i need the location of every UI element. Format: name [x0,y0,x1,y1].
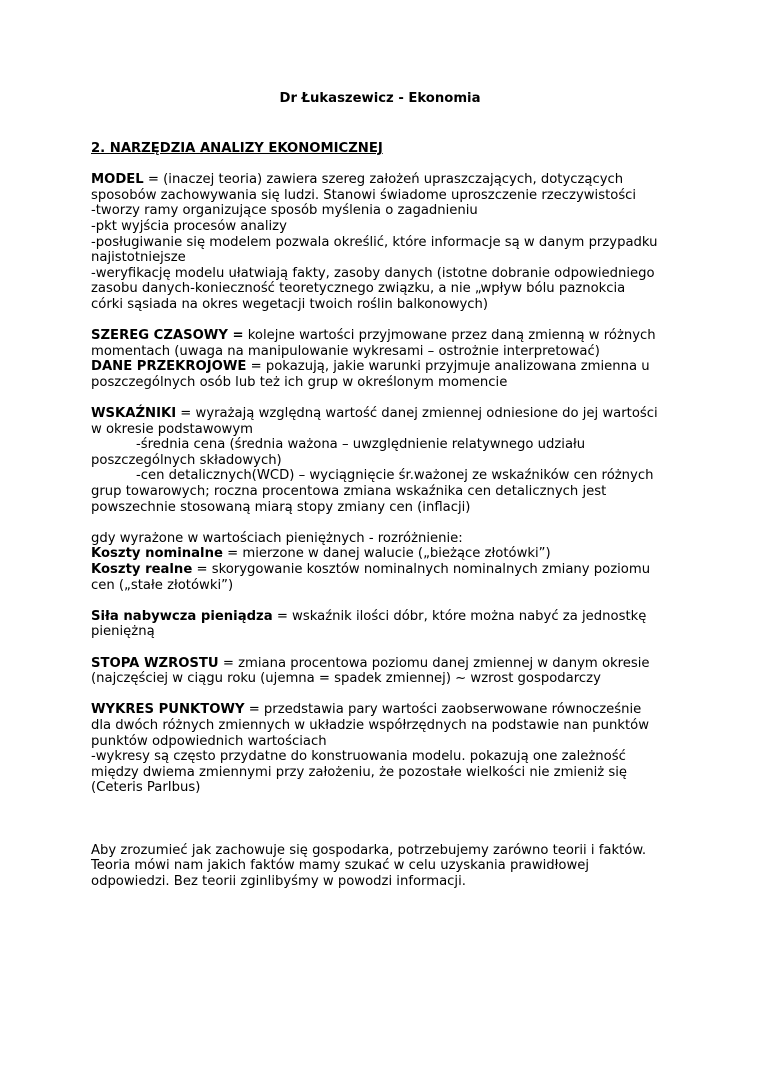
model-text: córki sąsiada na okres wegetacji twoich roślin balkonowych) [91,296,489,312]
koszty-paragraph [91,531,681,593]
szereg-text: kolejne wartości przyjmowane przez daną zmienną w różnych [243,328,656,344]
closing-paragraph [91,843,681,890]
sila-term: Siła nabywcza pieniądza [91,608,273,624]
dane-term: DANE PRZEKROJOWE [91,359,247,375]
dane-text: = pokazują, jakie warunki przyjmuje analizowana zmienna u [246,359,650,375]
wskazniki-text: grup towarowych; roczna procentowa zmiana wskaźnika cen detalicznych jest [91,484,607,500]
koszty-realne-term: Koszty realne [91,562,193,578]
wykres-text: = przedstawia pary wartości zaobserwowane równocześnie [244,702,642,718]
closing-text: Aby zrozumieć jak zachowuje się gospodarka, potrzebujemy zarówno teorii i faktów. [91,842,647,858]
model-text: zasobu danych-konieczność teoretycznego związku, a nie „wpływ bólu paznokcia [91,281,626,297]
wskazniki-text: w okresie podstawowym [91,421,253,437]
wykres-text: punktów odpowiednich wartościach [91,733,327,749]
dane-text: poszczególnych osób lub też ich grup w określonym momencie [91,374,508,390]
model-text: sposobów zachowywania się ludzi. Stanowi świadome uproszczenie rzeczywistości [91,187,637,203]
wskazniki-text: powszechnie stosowaną miarą stopy zmiany cen (inflacji) [91,499,471,515]
sila-paragraph [91,609,681,640]
wskazniki-text: = wyrażają względną wartość danej zmiennej odniesione do jej wartości [176,406,658,422]
wykres-text: dla dwóch różnych zmiennych w układzie współrzędnych na podstawie nan punktów [91,717,650,733]
wykres-term: WYKRES PUNKTOWY [91,702,245,718]
document-title: Dr Łukaszewicz - Ekonomia [279,91,481,106]
szereg-paragraph [91,328,681,390]
koszty-nominalne-text: = mierzone w danej walucie („bieżące złotówki”) [222,546,551,562]
closing-text: Teoria mówi nam jakich faktów mamy szukać w celu uzyskania prawidłowej [91,858,590,874]
closing-text: odpowiedzi. Bez teorii zginlibyśmy w powodzi informacji. [91,873,466,889]
wskazniki-bullet: -cen detalicznych(WCD) – wyciągnięcie śr.ważonej ze wskaźników cen różnych [136,468,654,484]
koszty-nominalne-term: Koszty nominalne [91,546,223,562]
model-bullet: -posługiwanie się modelem pozwala określić, które informacje są w danym przypadku [91,234,658,250]
wskazniki-text: poszczególnych składowych) [91,452,282,468]
koszty-realne-text: cen („stałe złotówki”) [91,577,234,593]
wykres-bullet: -wykresy są często przydatne do konstruowania modelu. pokazują one zależność [91,749,626,765]
sila-text: pieniężną [91,624,155,640]
model-paragraph [91,172,681,312]
model-bullet: -weryfikację modelu ułatwiają fakty, zasoby danych (istotne dobranie odpowiedniego [91,265,655,281]
section-heading: 2. NARZĘDZIA ANALIZY EKONOMICZNEJ [91,141,383,156]
wskazniki-term: WSKAŹNIKI [91,406,177,422]
model-bullet: -pkt wyjścia procesów analizy [91,218,287,234]
stopa-paragraph [91,656,681,687]
document-body [91,141,681,890]
wykres-text: (Ceteris ParIbus) [91,780,201,796]
koszty-realne-text: = skorygowanie kosztów nominalnych nominalnych zmiany poziomu [192,562,651,578]
model-term: MODEL [91,172,144,188]
model-text: = (inaczej teoria) zawiera szereg założeń upraszczających, dotyczących [143,172,624,188]
model-bullet: -tworzy ramy organizujące sposób myślenia o zagadnieniu [91,203,478,219]
model-text: najistotniejsze [91,250,186,266]
szereg-text: momentach (uwaga na manipulowanie wykresami – ostrożnie interpretować) [91,343,600,359]
stopa-text: = zmiana procentowa poziomu danej zmiennej w danym okresie [218,655,650,671]
wskazniki-bullet: -średnia cena (średnia ważona – uwzględnienie relatywnego udziału [136,437,586,453]
wskazniki-paragraph [91,406,681,515]
stopa-term: STOPA WZROSTU [91,655,219,671]
szereg-term: SZEREG CZASOWY = [91,328,244,344]
wykres-text: między dwiema zmiennymi przy założeniu, że pozostałe wielkości nie zmieniż się [91,764,627,780]
sila-text: = wskaźnik ilości dóbr, które można nabyć za jednostkę [272,608,647,624]
wykres-paragraph [91,702,681,796]
koszty-intro: gdy wyrażone w wartościach pieniężnych - rozróżnienie: [91,530,463,546]
stopa-text: (najczęściej w ciągu roku (ujemna = spadek zmiennej) ~ wzrost gospodarczy [91,671,601,687]
